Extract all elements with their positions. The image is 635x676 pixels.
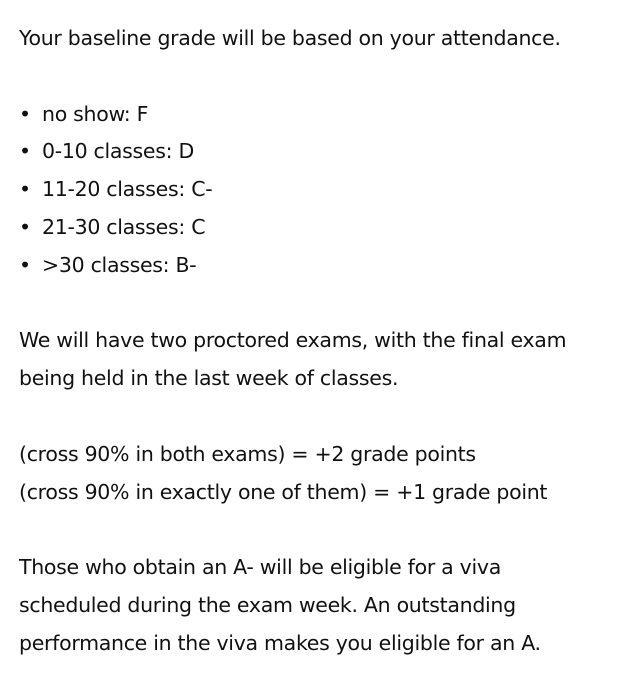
exams-line-1: We will have two proctored exams, with the final exam	[19, 328, 567, 353]
bullet-icon: •	[19, 177, 31, 202]
viva-line-2: scheduled during the exam week. An outstanding	[19, 592, 516, 617]
bullet-icon: •	[19, 101, 31, 126]
viva-paragraph	[19, 549, 635, 662]
list-item	[19, 133, 635, 171]
spacer	[19, 285, 635, 323]
grade-rule-text: 11-20 classes: C-	[42, 177, 213, 202]
bonus-one-exam: (cross 90% in exactly one of them) = +1 grade point	[19, 479, 548, 504]
attendance-grade-list	[19, 96, 635, 285]
grade-rule-text: 0-10 classes: D	[42, 139, 194, 164]
intro-text: Your baseline grade will be based on your attendance.	[19, 26, 561, 50]
spacer	[19, 511, 635, 549]
bonus-paragraph	[19, 436, 635, 512]
viva-line-3: performance in the viva makes you eligible for an A.	[19, 630, 541, 655]
grade-rule-text: >30 classes: B-	[42, 252, 197, 277]
list-item	[19, 209, 635, 247]
list-item	[19, 247, 635, 285]
exams-paragraph	[19, 322, 635, 398]
viva-line-1: Those who obtain an A- will be eligible for a viva	[19, 555, 501, 580]
bullet-icon: •	[19, 214, 31, 239]
spacer	[19, 398, 635, 436]
bullet-icon: •	[19, 252, 31, 277]
bonus-both-exams: (cross 90% in both exams) = +2 grade points	[19, 441, 476, 466]
spacer	[19, 58, 635, 96]
list-item	[19, 96, 635, 134]
grade-rule-text: 21-30 classes: C	[42, 214, 206, 239]
grade-rule-text: no show: F	[42, 101, 149, 126]
list-item	[19, 171, 635, 209]
bullet-icon: •	[19, 139, 31, 164]
exams-line-2: being held in the last week of classes.	[19, 366, 399, 391]
